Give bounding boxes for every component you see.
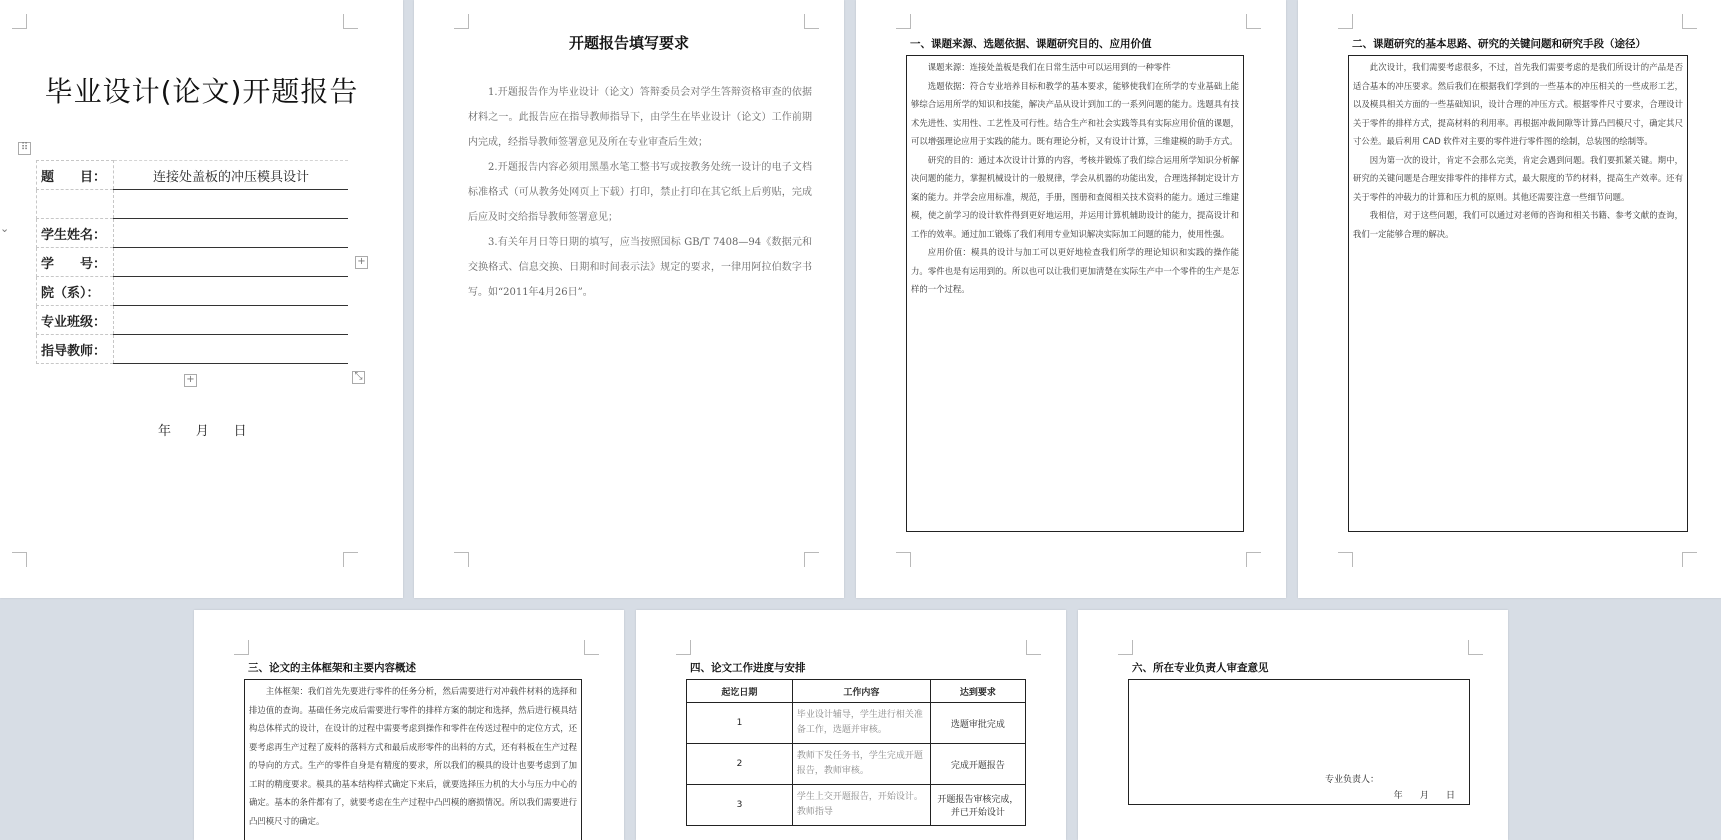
cover-value[interactable]	[114, 190, 349, 219]
page-section-3	[194, 610, 624, 840]
cover-value[interactable]	[114, 335, 349, 364]
signer-label: 专业负责人：	[1324, 775, 1379, 785]
cover-value[interactable]	[114, 248, 349, 277]
table-resize-handle-icon[interactable]: ⤡	[352, 371, 365, 384]
requirements-body	[468, 80, 812, 305]
cover-label: 学生姓名：	[37, 219, 114, 248]
table-row	[37, 306, 349, 335]
corner-mark	[1118, 640, 1133, 655]
section-1-paragraph: 应用价值：模具的设计与加工可以更好地检查我们所学的理论知识和实践的操作能力。零件也是有运用到的。所以也可以让我们更加清楚在实际生产中一个零件的生产是怎样的一个过程。	[911, 247, 1239, 294]
table-cell[interactable]: 毕业设计辅导，学生进行相关准备工作，选题并审核。	[792, 703, 930, 744]
corner-mark	[804, 552, 819, 567]
corner-mark	[804, 14, 819, 29]
cover-info-table	[36, 160, 348, 364]
section-3-heading: 三、论文的主体框架和主要内容概述	[248, 662, 416, 674]
section-1-paragraph: 课题来源：连接处盖板是我们在日常生活中可以运用到的一种零件	[927, 62, 1171, 72]
table-row	[37, 277, 349, 306]
cover-label: 指导教师：	[37, 335, 114, 364]
cover-label: 学 号：	[37, 248, 114, 277]
section-2-paragraph: 因为第一次的设计，肯定不会那么完美，肯定会遇到问题。我们要抓紧关键。期中，研究的关键问题是合理安排零件的排样方式，最大限度的节约材料，提高生产效率。还有关于零件的冲载力的计算和压力机的原则。其他还需要注意一些细节问题。	[1353, 154, 1683, 202]
table-row	[37, 161, 349, 190]
table-cell[interactable]: 2	[687, 744, 793, 785]
table-move-handle-icon[interactable]: ⠿	[18, 142, 31, 155]
section-2-paragraph: 我相信，对于这些问题，我们可以通过对老师的咨询和相关书籍、参考文献的查询，我们一定能够合理的解决。	[1353, 210, 1683, 239]
column-header: 起讫日期	[687, 680, 793, 703]
corner-mark	[234, 640, 249, 655]
cover-value[interactable]: 连接处盖板的冲压模具设计	[114, 161, 349, 190]
review-opinion-box[interactable]	[1128, 679, 1470, 805]
table-row	[687, 785, 1026, 826]
corner-mark	[343, 14, 358, 29]
cover-title: 毕业设计(论文)开题报告	[44, 75, 359, 108]
cover-label	[37, 190, 114, 219]
page-requirements	[414, 0, 844, 598]
section-1-heading: 一、课题来源、选题依据、课题研究目的、应用价值	[910, 38, 1152, 50]
table-row	[37, 219, 349, 248]
add-column-icon[interactable]: +	[355, 256, 368, 269]
corner-mark	[676, 640, 691, 655]
table-row	[687, 703, 1026, 744]
table-cell[interactable]: 学生上交开题报告，开始设计。教师指导	[792, 785, 930, 826]
corner-mark	[1246, 14, 1261, 29]
cover-date: 年 月 日	[158, 424, 247, 439]
table-row	[37, 248, 349, 277]
column-header: 达到要求	[930, 680, 1025, 703]
table-cell[interactable]: 开题报告审核完成，并已开始设计	[930, 785, 1025, 826]
corner-mark	[1682, 552, 1697, 567]
corner-mark	[1682, 14, 1697, 29]
section-4-heading: 四、论文工作进度与安排	[690, 662, 806, 674]
corner-mark	[1468, 640, 1483, 655]
section-6-heading: 六、所在专业负责人审查意见	[1132, 662, 1269, 674]
review-date: 年 月 日	[1393, 791, 1455, 801]
corner-mark	[454, 552, 469, 567]
column-header: 工作内容	[792, 680, 930, 703]
section-1-paragraph: 选题依据：符合专业培养目标和教学的基本要求，能够使我们在所学的专业基础上能够综合运用所学的知识和技能，解决产品从设计到加工的一系列问题的能力。选题具有技术先进性、实用性、工艺性及可行性。结合生产和社会实践等具有实际应用价值的课题，可以增强理论应用于实践的能力。既有理论分析，又有设计计算，三维建模的助手方式。	[911, 80, 1239, 146]
table-cell[interactable]: 选题审批完成	[930, 703, 1025, 744]
corner-mark	[12, 14, 27, 29]
table-row	[37, 190, 349, 219]
section-3-paragraph: 主体框架：我们首先先要进行零件的任务分析，然后需要进行对冲载件材料的选择和排边值的查询。基础任务完成后需要进行零件的排样方案的制定和选择，然后进行模具结构总体样式的设计，在设计的过程中需要考虑到操作和零件在传送过程中的定位方式，还要考虑再生产过程了废料的落料方式和最后成形零件的出料的方式，还有料板在生产过程的导向的方式。生产的零件自身是有精度的要求，所以我们的模具的设计也要考虑到了加工时的精度要求。模具的基本结构样式确定下来后，就要选择压力机的大小与压力中心的确定。基本的条件都有了，就要考虑在生产过程中凸凹模的磨损情况。所以我们需要进行凸凹模尺寸的确定。	[249, 686, 577, 826]
cover-label: 题 目：	[37, 161, 114, 190]
corner-mark	[896, 14, 911, 29]
section-1-content-box[interactable]	[906, 55, 1244, 532]
corner-mark	[1338, 14, 1353, 29]
corner-mark	[12, 552, 27, 567]
section-2-content-box[interactable]	[1348, 55, 1688, 532]
cover-value[interactable]	[114, 306, 349, 335]
corner-mark	[1338, 552, 1353, 567]
cover-label: 专业班级：	[37, 306, 114, 335]
add-row-icon[interactable]: +	[184, 374, 197, 387]
table-row	[687, 744, 1026, 785]
page-section-2	[1298, 0, 1721, 598]
corner-mark	[1026, 640, 1041, 655]
corner-mark	[1246, 552, 1261, 567]
table-cell[interactable]: 3	[687, 785, 793, 826]
table-cell[interactable]: 完成开题报告	[930, 744, 1025, 785]
chevron-down-icon[interactable]: ⌄	[0, 222, 10, 235]
table-header-row	[687, 680, 1026, 703]
corner-mark	[343, 552, 358, 567]
requirement-item: 3.有关年月日等日期的填写，应当按照国标 GB/T 7408—94《数据元和交换格式、信息交换、日期和时间表示法》规定的要求，一律用阿拉伯数字书写。如“2011年4月26日”。	[468, 237, 812, 298]
page-cover	[0, 0, 403, 598]
requirement-item: 2.开题报告内容必须用黑墨水笔工整书写或按教务处统一设计的电子文档标准格式（可从教务处网页上下载）打印，禁止打印在其它纸上后剪贴，完成后应及时交给指导教师签署意见；	[468, 162, 812, 223]
corner-mark	[584, 640, 599, 655]
cover-label: 院（系）：	[37, 277, 114, 306]
table-row	[37, 335, 349, 364]
page-section-1	[856, 0, 1286, 598]
table-cell[interactable]: 1	[687, 703, 793, 744]
requirement-item: 1.开题报告作为毕业设计（论文）答辩委员会对学生答辩资格审查的依据材料之一。此报告应在指导教师指导下，由学生在毕业设计（论文）工作前期内完成，经指导教师签署意见及所在专业审查后生效；	[468, 87, 812, 148]
section-2-heading: 二、课题研究的基本思路、研究的关键问题和研究手段（途径）	[1352, 38, 1646, 50]
page-section-6	[1078, 610, 1508, 840]
section-3-content-box[interactable]	[244, 679, 582, 840]
corner-mark	[454, 14, 469, 29]
section-2-paragraph: 此次设计，我们需要考虑很多，不过，首先我们需要考虑的是我们所设计的产品是否适合基本的冲压要求。然后我们在根据我们学到的一些基本的冲压相关的一些成形工艺，以及模具相关方面的一些基础知识，设计合理的冲压方式。根据零件尺寸要求，合理设计关于零件的排样方式，提高材料的利用率。再根据冲裁间隙等计算凸凹模尺寸，确定其尺寸公差。最后利用 CAD 软件对主要的零件进行零件图的绘制，总装图的绘制等。	[1353, 62, 1683, 146]
section-1-paragraph: 研究的目的：通过本次设计计算的内容，考核并锻炼了我们综合运用所学知识分析解决问题的能力，掌握机械设计的一般规律，学会从机器的功能出发，合理选择制定设计方案的能力。并学会应用标准，规范，手册，图册和查阅相关技术资料的能力。通过三维建模，使之前学习的设计软件得到更好地运用，并运用计算机辅助设计的能力，提高设计和工作的效率。通过加工锻炼了我们利用专业知识解决实际加工问题的能力，使用性强。	[911, 154, 1239, 239]
cover-value[interactable]	[114, 277, 349, 306]
requirements-title: 开题报告填写要求	[568, 34, 689, 52]
cover-value[interactable]	[114, 219, 349, 248]
page-section-4	[636, 610, 1066, 840]
progress-table	[686, 679, 1026, 826]
table-cell[interactable]: 教师下发任务书，学生完成开题报告，教师审核。	[792, 744, 930, 785]
corner-mark	[896, 552, 911, 567]
